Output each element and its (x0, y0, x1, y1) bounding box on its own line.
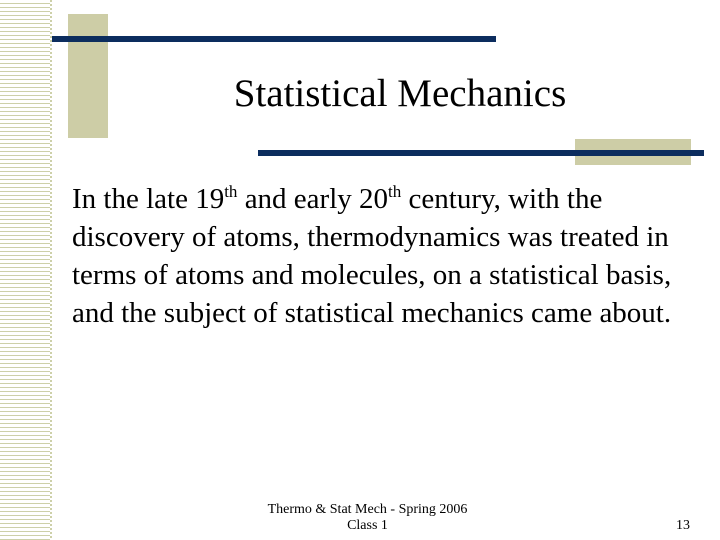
body-text-part-1: In the late 19 (72, 183, 225, 215)
title-bottom-rule (258, 150, 704, 156)
title-top-rule (52, 36, 496, 42)
body-text-part-3: century, with the discovery of atoms, thermodynamics was treated in terms of atoms and molecules, on a statistical basis, and the subject of statistical mechanics came about. (72, 183, 672, 329)
page-number: 13 (676, 518, 690, 533)
title-accent-block-left (68, 14, 108, 138)
slide-title: Statistical Mechanics (233, 72, 567, 115)
left-stripe-edge (50, 0, 52, 540)
left-stripe-decoration (0, 0, 52, 540)
ordinal-superscript-2: th (388, 182, 402, 201)
footer-course-line: Thermo & Stat Mech - Spring 2006 (267, 502, 468, 517)
slide-footer (200, 502, 535, 534)
footer-class-line: Class 1 (347, 518, 388, 533)
slide-body-text (72, 180, 692, 332)
body-text-part-2: and early 20 (237, 183, 389, 215)
ordinal-superscript-1: th (224, 182, 238, 201)
